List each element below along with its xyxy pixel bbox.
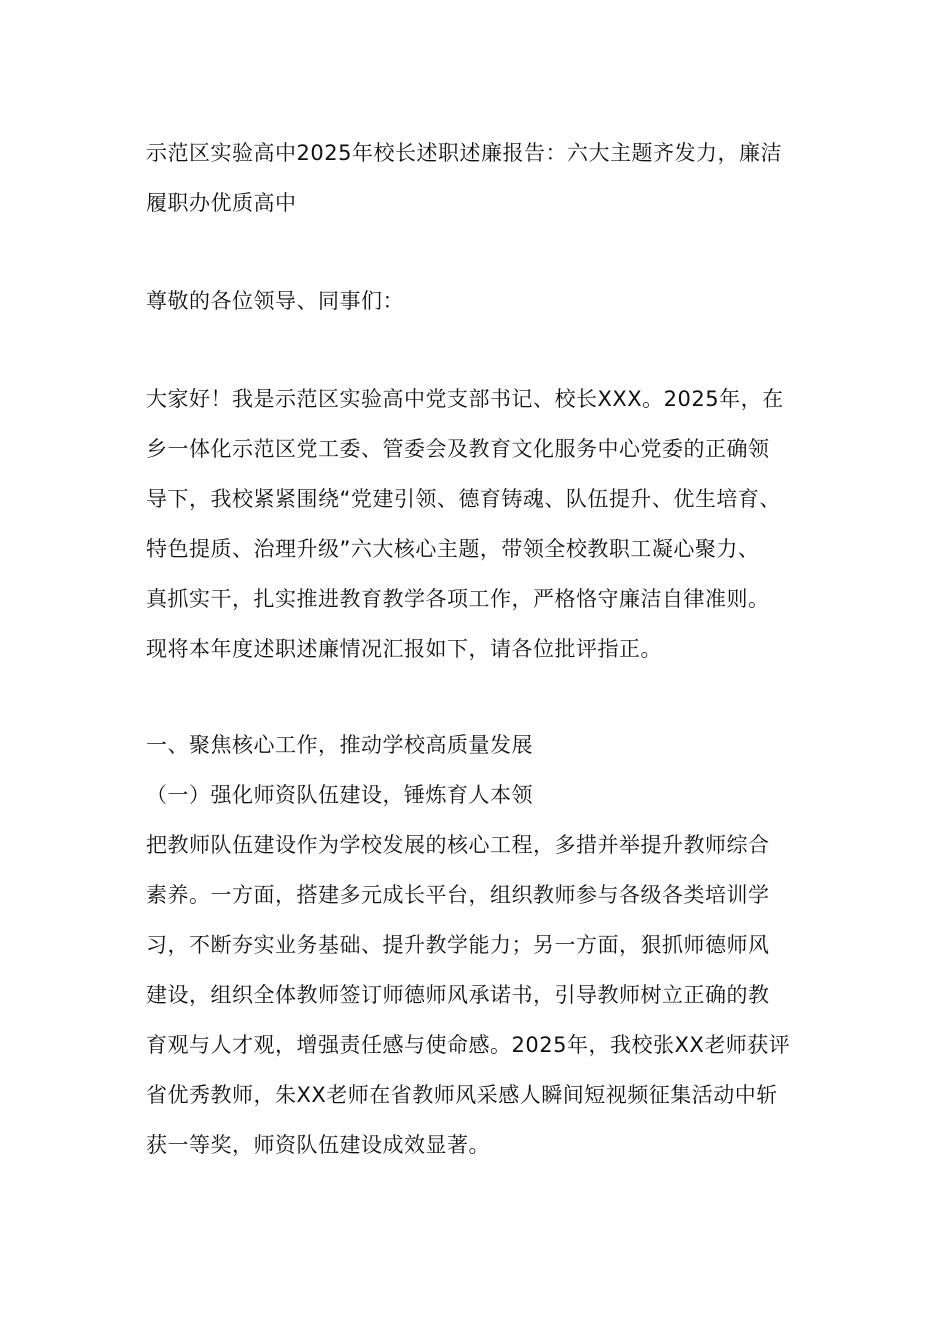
spacer <box>146 674 826 720</box>
body-line: 习，不断夯实业务基础、提升教学能力；另一方面，狠抓师德师风 <box>146 933 770 957</box>
document-title-line-2: 履职办优质高中 <box>146 191 297 215</box>
body-line: 把教师队伍建设作为学校发展的核心工程，多措并举提升教师综合 <box>146 833 770 857</box>
salutation: 尊敬的各位领导、同事们： <box>146 289 404 313</box>
intro-line: 真抓实干，扎实推进教育教学各项工作，严格恪守廉洁自律准则。 <box>146 587 770 611</box>
intro-line: 大家好！我是示范区实验高中党支部书记、校长XXX。2025年，在 <box>146 387 784 411</box>
document-title-line-1: 示范区实验高中2025年校长述职述廉报告：六大主题齐发力，廉洁 <box>146 141 782 165</box>
spacer <box>146 326 826 374</box>
body-paragraph <box>146 820 826 1170</box>
document-body <box>146 128 826 1170</box>
intro-line: 乡一体化示范区党工委、管委会及教育文化服务中心党委的正确领 <box>146 437 770 461</box>
section-heading: 一、聚焦核心工作，推动学校高质量发展 <box>146 733 533 757</box>
spacer <box>146 228 826 276</box>
intro-line: 现将本年度述职述廉情况汇报如下，请各位批评指正。 <box>146 637 662 661</box>
body-line: 省优秀教师，朱XX老师在省教师风采感人瞬间短视频征集活动中斩 <box>146 1083 778 1107</box>
intro-line: 导下，我校紧紧围绕“党建引领、德育铸魂、队伍提升、优生培育、 <box>146 487 781 511</box>
body-line: 育观与人才观，增强责任感与使命感。2025年，我校张XX老师获评 <box>146 1033 791 1057</box>
intro-paragraph <box>146 374 826 674</box>
body-line: 获一等奖，师资队伍建设成效显著。 <box>146 1133 490 1157</box>
body-line: 建设，组织全体教师签订师德师风承诺书，引导教师树立正确的教 <box>146 983 770 1007</box>
subsection-heading: （一）强化师资队伍建设，锤炼育人本领 <box>146 783 533 807</box>
body-line: 素养。一方面，搭建多元成长平台，组织教师参与各级各类培训学 <box>146 883 770 907</box>
intro-line: 特色提质、治理升级”六大核心主题，带领全校教职工凝心聚力、 <box>146 537 760 561</box>
